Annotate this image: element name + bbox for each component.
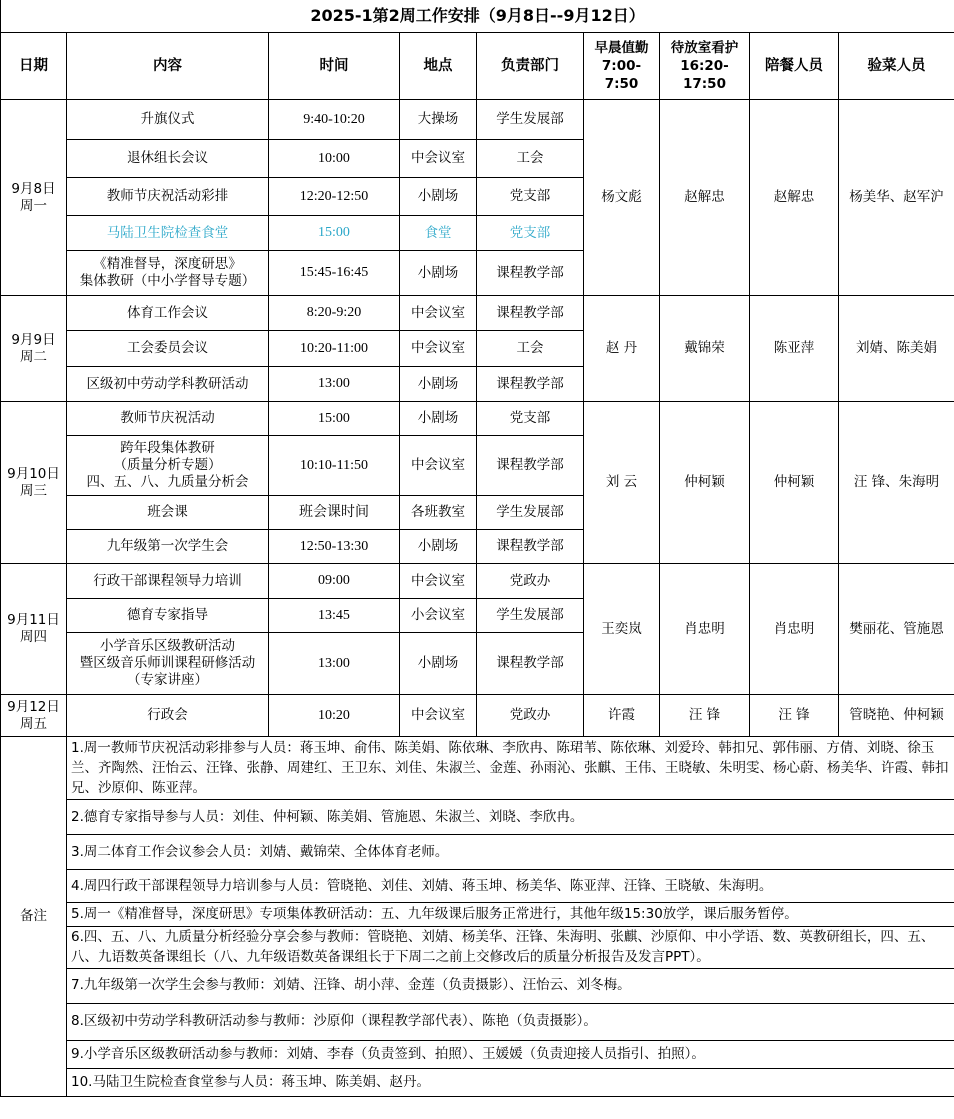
waiting-room-cell: 仲柯颖 — [660, 402, 750, 564]
morning-duty-cell: 刘 云 — [584, 402, 660, 564]
event-content: 九年级第一次学生会 — [67, 530, 269, 564]
event-place: 中会议室 — [400, 140, 477, 178]
event-place: 中会议室 — [400, 695, 477, 737]
event-time: 班会课时间 — [269, 496, 400, 530]
event-content: 升旗仪式 — [67, 100, 269, 140]
note-item: 2.德育专家指导参与人员：刘佳、仲柯颖、陈美娟、管施恩、朱淑兰、刘晓、李欣冉。 — [67, 800, 954, 835]
event-content: 体育工作会议 — [67, 296, 269, 331]
event-place: 小会议室 — [400, 599, 477, 633]
note-item: 8.区级初中劳动学科教研活动参与教师：沙原仰（课程教学部代表）、陈艳（负责摄影）。 — [67, 1003, 954, 1040]
event-content: 工会委员会议 — [67, 331, 269, 367]
header-morning-duty: 早晨值勤 7:00-7:50 — [584, 33, 660, 100]
header-waiting-room: 待放室看护 16:20-17:50 — [660, 33, 750, 100]
event-content: 行政会 — [67, 695, 269, 737]
meal-staff-cell: 赵解忠 — [750, 100, 839, 296]
event-time: 13:00 — [269, 633, 400, 695]
waiting-room-cell: 赵解忠 — [660, 100, 750, 296]
meal-staff-cell: 陈亚萍 — [750, 296, 839, 402]
note-row — [1, 800, 954, 835]
event-place: 小剧场 — [400, 178, 477, 216]
event-place: 大操场 — [400, 100, 477, 140]
event-content: 区级初中劳动学科教研活动 — [67, 367, 269, 402]
waiting-room-cell: 汪 锋 — [660, 695, 750, 737]
event-place: 中会议室 — [400, 331, 477, 367]
event-dept: 工会 — [477, 331, 584, 367]
note-row — [1, 1068, 954, 1096]
note-row — [1, 903, 954, 927]
event-dept: 课程教学部 — [477, 530, 584, 564]
header-content: 内容 — [67, 33, 269, 100]
event-dept: 学生发展部 — [477, 100, 584, 140]
meal-staff-cell: 汪 锋 — [750, 695, 839, 737]
event-content: 马陆卫生院检查食堂 — [67, 216, 269, 251]
note-item: 9.小学音乐区级教研活动参与教师：刘婧、李春（负责签到、拍照）、王媛媛（负责迎接人员指引、拍照）。 — [67, 1040, 954, 1068]
event-content: 退休组长会议 — [67, 140, 269, 178]
page-title: 2025-1第2周工作安排（9月8日--9月12日） — [1, 0, 954, 33]
event-dept: 党政办 — [477, 564, 584, 599]
date-cell: 9月10日 周三 — [1, 402, 67, 564]
note-item: 3.周二体育工作会议参会人员：刘婧、戴锦荣、全体体育老师。 — [67, 835, 954, 870]
event-place: 各班教室 — [400, 496, 477, 530]
event-time: 12:20-12:50 — [269, 178, 400, 216]
morning-duty-cell: 杨文彪 — [584, 100, 660, 296]
date-cell: 9月9日 周二 — [1, 296, 67, 402]
event-time: 10:20 — [269, 695, 400, 737]
note-item: 5.周一《精准督导，深度研思》专项集体教研活动：五、九年级课后服务正常进行，其他年级15:30放学，课后服务暂停。 — [67, 903, 954, 927]
waiting-room-cell: 肖忠明 — [660, 564, 750, 695]
morning-duty-cell: 王奕岚 — [584, 564, 660, 695]
event-dept: 党支部 — [477, 216, 584, 251]
event-time: 12:50-13:30 — [269, 530, 400, 564]
event-content: 教师节庆祝活动 — [67, 402, 269, 436]
date-cell: 9月12日 周五 — [1, 695, 67, 737]
event-content: 行政干部课程领导力培训 — [67, 564, 269, 599]
event-dept: 课程教学部 — [477, 296, 584, 331]
date-cell: 9月8日 周一 — [1, 100, 67, 296]
note-item: 10.马陆卫生院检查食堂参与人员：蒋玉坤、陈美娟、赵丹。 — [67, 1068, 954, 1096]
note-row — [1, 870, 954, 903]
meal-staff-cell: 肖忠明 — [750, 564, 839, 695]
event-dept: 课程教学部 — [477, 436, 584, 496]
event-dept: 党政办 — [477, 695, 584, 737]
note-row — [1, 968, 954, 1003]
table-row — [1, 564, 954, 599]
food-check-cell: 杨美华、赵军沪 — [839, 100, 954, 296]
event-time: 9:40-10:20 — [269, 100, 400, 140]
event-content: 《精准督导，深度研思》 集体教研（中小学督导专题） — [67, 251, 269, 296]
event-content: 跨年段集体教研 （质量分析专题） 四、五、八、九质量分析会 — [67, 436, 269, 496]
event-dept: 党支部 — [477, 402, 584, 436]
table-row — [1, 100, 954, 140]
event-time: 15:00 — [269, 216, 400, 251]
event-time: 13:45 — [269, 599, 400, 633]
event-content: 德育专家指导 — [67, 599, 269, 633]
note-row — [1, 1003, 954, 1040]
event-time: 15:45-16:45 — [269, 251, 400, 296]
note-row — [1, 737, 954, 800]
food-check-cell: 樊丽花、管施恩 — [839, 564, 954, 695]
table-row — [1, 402, 954, 436]
event-dept: 课程教学部 — [477, 633, 584, 695]
note-item: 4.周四行政干部课程领导力培训参与人员：管晓艳、刘佳、刘婧、蒋玉坤、杨美华、陈亚萍、汪锋、王晓敏、朱海明。 — [67, 870, 954, 903]
event-time: 10:10-11:50 — [269, 436, 400, 496]
event-time: 10:00 — [269, 140, 400, 178]
header-row — [1, 33, 954, 100]
meal-staff-cell: 仲柯颖 — [750, 402, 839, 564]
event-place: 小剧场 — [400, 402, 477, 436]
event-time: 15:00 — [269, 402, 400, 436]
note-row — [1, 1040, 954, 1068]
table-row — [1, 695, 954, 737]
event-place: 中会议室 — [400, 436, 477, 496]
morning-duty-cell: 许霞 — [584, 695, 660, 737]
event-place: 小剧场 — [400, 251, 477, 296]
event-place: 小剧场 — [400, 367, 477, 402]
date-cell: 9月11日 周四 — [1, 564, 67, 695]
event-content: 班会课 — [67, 496, 269, 530]
header-meal-staff: 陪餐人员 — [750, 33, 839, 100]
event-dept: 课程教学部 — [477, 367, 584, 402]
event-place: 中会议室 — [400, 296, 477, 331]
event-dept: 学生发展部 — [477, 496, 584, 530]
food-check-cell: 汪 锋、朱海明 — [839, 402, 954, 564]
morning-duty-cell: 赵 丹 — [584, 296, 660, 402]
note-item: 6.四、五、八、九质量分析经验分享会参与教师：管晓艳、刘婧、杨美华、汪锋、朱海明、张麒、沙原仰、中小学语、数、英教研组长，四、五、八、九语数英备课组长（八、九年级语数英备课组长于下周二之前上交修改后的质量分析报告及发言PPT）。 — [67, 927, 954, 969]
event-time: 8:20-9:20 — [269, 296, 400, 331]
event-dept: 党支部 — [477, 178, 584, 216]
header-dept: 负责部门 — [477, 33, 584, 100]
event-dept: 课程教学部 — [477, 251, 584, 296]
food-check-cell: 管晓艳、仲柯颖 — [839, 695, 954, 737]
table-row — [1, 296, 954, 331]
event-time: 10:20-11:00 — [269, 331, 400, 367]
header-food-check: 验菜人员 — [839, 33, 954, 100]
event-content: 小学音乐区级教研活动 暨区级音乐师训课程研修活动 （专家讲座） — [67, 633, 269, 695]
header-place: 地点 — [400, 33, 477, 100]
note-row — [1, 927, 954, 969]
note-item: 7.九年级第一次学生会参与教师：刘婧、汪锋、胡小萍、金莲（负责摄影）、汪怡云、刘冬梅。 — [67, 968, 954, 1003]
event-place: 中会议室 — [400, 564, 477, 599]
event-place: 小剧场 — [400, 530, 477, 564]
header-time: 时间 — [269, 33, 400, 100]
waiting-room-cell: 戴锦荣 — [660, 296, 750, 402]
event-place: 小剧场 — [400, 633, 477, 695]
header-date: 日期 — [1, 33, 67, 100]
note-row — [1, 835, 954, 870]
event-dept: 工会 — [477, 140, 584, 178]
event-time: 13:00 — [269, 367, 400, 402]
event-dept: 学生发展部 — [477, 599, 584, 633]
food-check-cell: 刘婧、陈美娟 — [839, 296, 954, 402]
event-content: 教师节庆祝活动彩排 — [67, 178, 269, 216]
event-time: 09:00 — [269, 564, 400, 599]
event-place: 食堂 — [400, 216, 477, 251]
notes-label: 备注 — [1, 737, 67, 1097]
note-item: 1.周一教师节庆祝活动彩排参与人员：蒋玉坤、俞伟、陈美娟、陈依琳、李欣冉、陈珺苇、陈依琳、刘爱玲、韩扣兄、郭伟丽、方倩、刘晓、徐玉兰、齐陶然、汪怡云、汪锋、张静、周建红、王卫东、刘佳、朱淑兰、金莲、孙雨沁、张麒、王伟、王晓敏、朱明雯、杨心蔚、杨美华、许霞、韩扣兄、沙原仰、陈亚萍。 — [67, 737, 954, 800]
